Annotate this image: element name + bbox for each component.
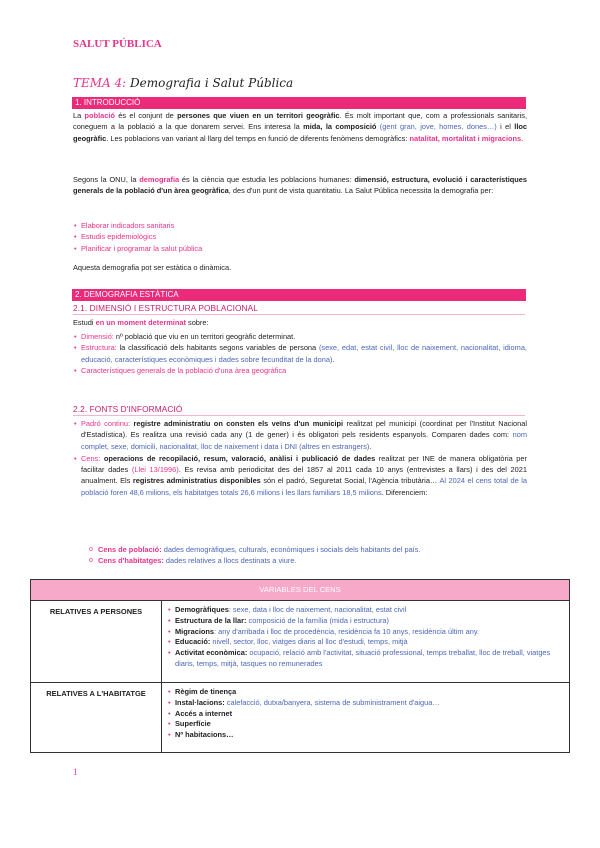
list-item: o Cens de població: dades demogràfiques, culturals, econòmiques i socials dels habitants del país. [89, 544, 529, 555]
structure-list [73, 331, 527, 376]
list-item: • Instal·lacions: calefacció, dutxa/banyera, sistema de subministrament d'aigua… [168, 698, 563, 709]
list-item: o Cens d'habitatges: dades relatives a llocs destinats a viure. [89, 555, 529, 566]
information-sources-list [73, 418, 527, 498]
section-heading-introduccio: 1. INTRODUCCIÓ [72, 97, 526, 109]
topic-title [73, 76, 293, 90]
subsection-heading-dimensio: 2.1. DIMENSIÓ I ESTRUCTURA POBLACIONAL [73, 303, 525, 315]
list-item-cens: • Cens: operacions de recopilació, resum, valoració, anàlisi i publicació de dades realitzat per INE de manera obligatòria per facilitar dades (Llei 13/1996). Es revisa amb periodicitat des del 1857 al 2011 cada 10 anys (entrevistes a llars) i des del 2021 anualment. Els registres administratius disponibles són el padró, Seguretat Social, l'Agència tributària… Al 2024 el cens total de la població foren 48,6 milions, els habitatges totals 26,6 milions i les llars familiars 18,5 milions. Diferenciem: [73, 453, 527, 498]
list-item: • Accés a internet [168, 709, 563, 720]
static-intro-line: Estudi en un moment determinat sobre: [73, 318, 209, 327]
table-cell-habitatge [162, 683, 570, 753]
list-item: • Superfície [168, 719, 563, 730]
demography-uses-list [73, 220, 527, 254]
section-heading-demografia-estatica: 2. DEMOGRAFIA ESTÀTICA [72, 289, 526, 301]
list-item: • Estudis epidemiològics [73, 231, 527, 242]
list-item-padro: • Padró continu: registre administratiu on consten els veïns d'un municipi realitzat pel municipi (coordinat per l'Institut Nacional d'Estadística). Es realitza una revisió cada any (1 de gener) i és obligatori pels residents espanyols. Comparen dades com: nom complet, sexe, domicili, nacionalitat, lloc de naixement i data i DNI (altres en estrangers). [73, 418, 527, 452]
topic-name: Demografia i Salut Pública [126, 76, 294, 90]
list-item: • Migracions: any d'arribada i lloc de procedència, residència fa 10 anys, residència últim any. [168, 627, 563, 638]
document-title: SALUT PÚBLICA [73, 38, 162, 50]
intro-paragraph-1: La població és el conjunt de persones que viuen en un territori geogràfic. És molt important que, com a professionals sanitaris, coneguem a la població a la que donarem servei. Ens interesa la mida, la composició (gent gran, jove, homes, dones…) i el lloc geogràfic. Les poblacions van variant al llarg del temps en funció de diferents fenòmens demogràfics: natalitat, mortalitat i migracions. [73, 111, 527, 143]
list-item: • Activitat econòmica: ocupació, relació amb l'activitat, situació professional, temps treballat, lloc de treball, viatges diaris, temps, mitjà, tasques no remunerades [168, 648, 563, 670]
list-item: • Estructura: la classificació dels habitants segons variables de persona (sexe, edat, estat civil, lloc de naixement, nacionalitat, idioma, educació, característiques econòmiques i dades sobre fecunditat de la dona). [73, 342, 527, 365]
list-item: • Règim de tinença [168, 687, 563, 698]
list-item: • Demogràfiques: sexe, data i lloc de naixement, nacionalitat, estat civil [168, 605, 563, 616]
table-cell-persones [162, 601, 570, 683]
list-item: • Estructura de la llar: composició de la família (mida i estructura) [168, 616, 563, 627]
subsection-heading-fonts: 2.2. FONTS D'INFORMACIÓ [73, 404, 525, 416]
list-item: • Educació: nivell, sector, lloc, viatges diaris al lloc d'estudi, temps, mitjà [168, 637, 563, 648]
page-number: 1 [73, 767, 78, 777]
intro-paragraph-2: Segons la ONU, la demografia és la ciència que estudia les poblacions humanes: dimensió, estructura, evolució i característiques generals de la població d'un àrea geogràfica, des d'un punt de vista quantitatiu. La Salut Pública necessita la demografia per: [73, 175, 528, 196]
census-types-list [89, 544, 529, 567]
table-header: VARIABLES DEL CENS [31, 580, 570, 601]
intro-paragraph-3: Aquesta demografia pot ser estàtica o dinàmica. [73, 263, 232, 272]
topic-number: TEMA 4: [73, 76, 127, 90]
row-label-persones: RELATIVES A PERSONES [31, 601, 162, 683]
row-label-habitatge: RELATIVES A L'HABITATGE [31, 683, 162, 753]
list-item: • Característiques generals de la població d'una àrea geogràfica [73, 365, 527, 376]
census-variables-table [30, 579, 570, 753]
list-item: • Elaborar indicadors sanitaris [73, 220, 527, 231]
list-item: • Dimensió: nº població que viu en un territori geogràfic determinat. [73, 331, 527, 342]
list-item: • Nº habitacions… [168, 730, 563, 741]
list-item: • Planificar i programar la salut pública [73, 243, 527, 254]
